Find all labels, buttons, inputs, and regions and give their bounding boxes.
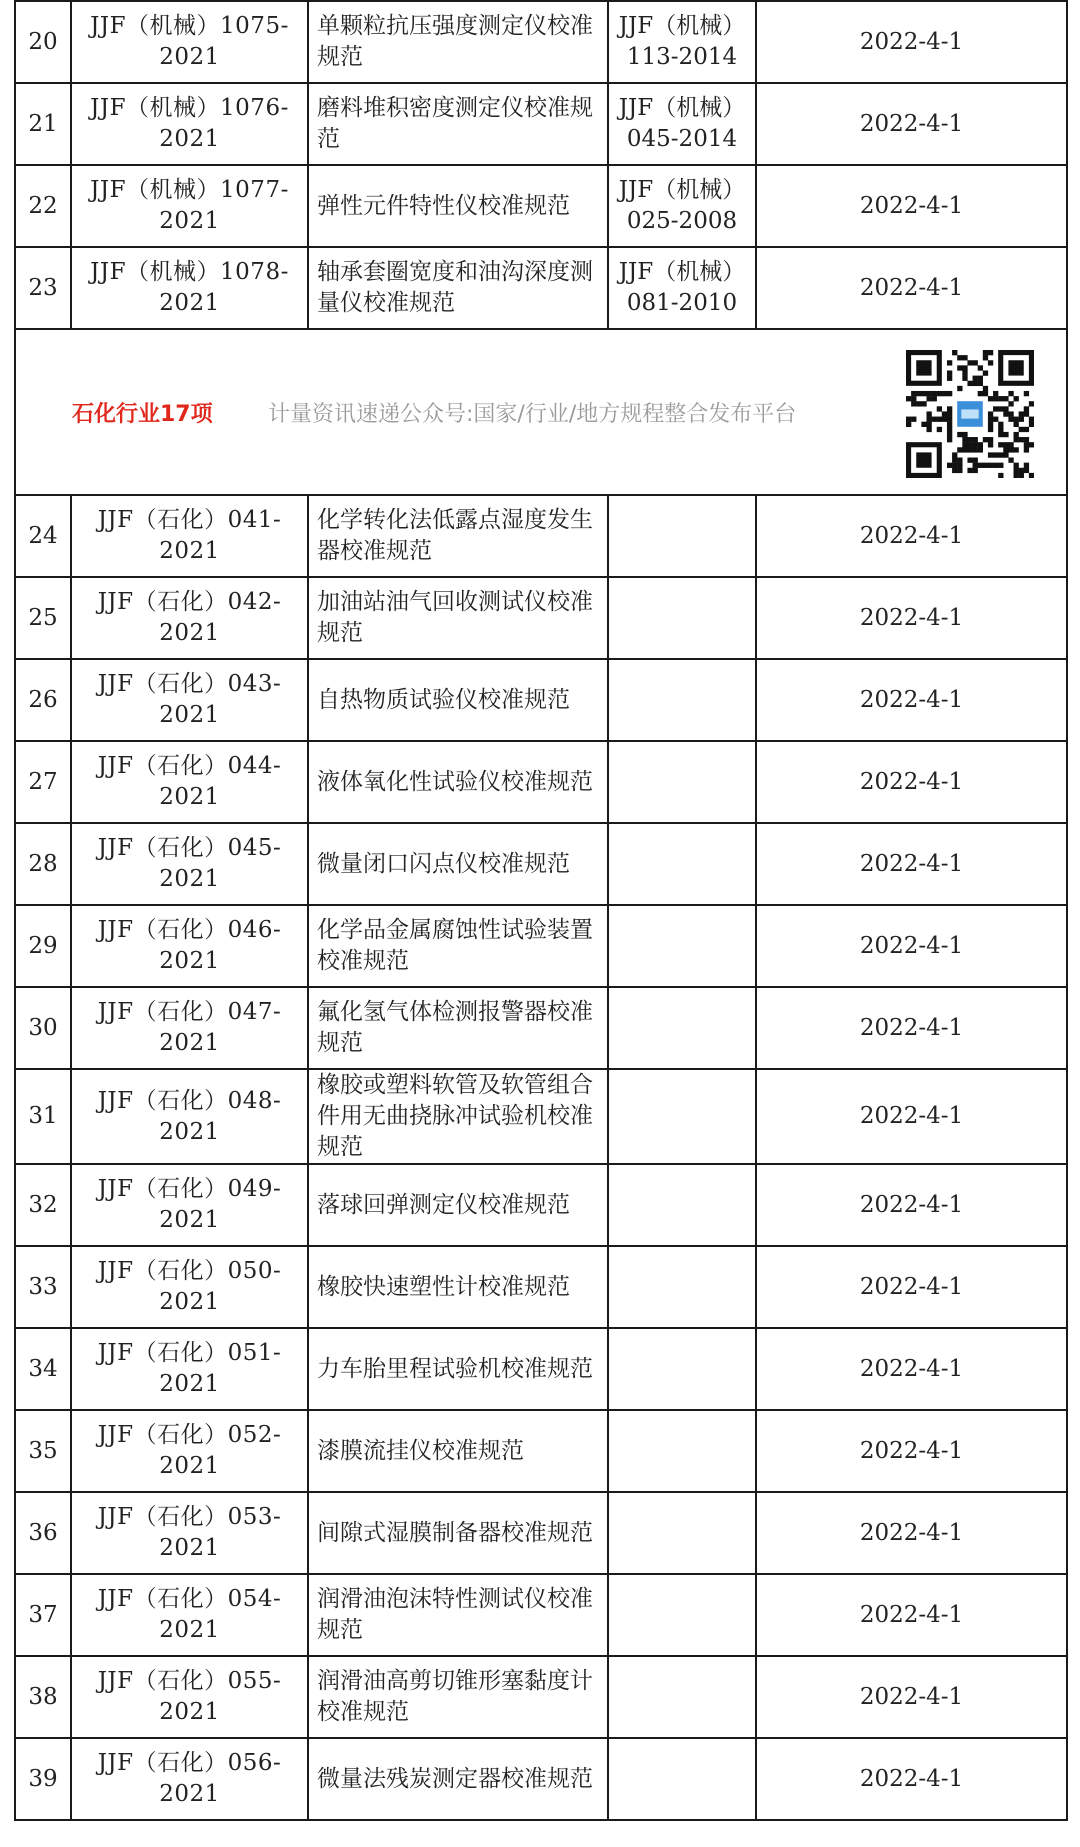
regulation-name: 化学品金属腐蚀性试验装置校准规范 bbox=[308, 905, 608, 987]
replaced-code bbox=[608, 1, 756, 83]
effective-date: 2022-4-1 bbox=[756, 1492, 1067, 1574]
row-number: 33 bbox=[15, 1246, 71, 1328]
table-row bbox=[15, 577, 1067, 659]
regulation-code: JJF（机械）1076-2021 bbox=[71, 83, 308, 165]
regulation-name: 微量闭口闪点仪校准规范 bbox=[308, 823, 608, 905]
replaced-code bbox=[608, 823, 756, 905]
regulation-code: JJF（石化）045-2021 bbox=[71, 823, 308, 905]
section-note: 计量资讯速递公众号:国家/行业/地方规程整合发布平台 bbox=[268, 402, 797, 427]
row-number: 34 bbox=[15, 1328, 71, 1410]
replaced-code bbox=[608, 1738, 756, 1820]
regulation-code: JJF（石化）041-2021 bbox=[71, 495, 308, 577]
section-header-cell bbox=[15, 329, 1067, 495]
effective-date: 2022-4-1 bbox=[756, 1164, 1067, 1246]
effective-date: 2022-4-1 bbox=[756, 495, 1067, 577]
replaced-code bbox=[608, 1574, 756, 1656]
replaced-code bbox=[608, 1328, 756, 1410]
regulation-name: 力车胎里程试验机校准规范 bbox=[308, 1328, 608, 1410]
regulation-name: 液体氧化性试验仪校准规范 bbox=[308, 741, 608, 823]
regulation-code: JJF（石化）056-2021 bbox=[71, 1738, 308, 1820]
regulation-name: 间隙式湿膜制备器校准规范 bbox=[308, 1492, 608, 1574]
regulation-name: 橡胶或塑料软管及软管组合件用无曲挠脉冲试验机校准规范 bbox=[308, 1069, 608, 1164]
effective-date: 2022-4-1 bbox=[756, 659, 1067, 741]
regulation-code: JJF（石化）050-2021 bbox=[71, 1246, 308, 1328]
regulation-code: JJF（石化）044-2021 bbox=[71, 741, 308, 823]
regulation-name: 微量法残炭测定器校准规范 bbox=[308, 1738, 608, 1820]
regulation-code: JJF（石化）046-2021 bbox=[71, 905, 308, 987]
effective-date: 2022-4-1 bbox=[756, 83, 1067, 165]
effective-date: 2022-4-1 bbox=[756, 823, 1067, 905]
effective-date: 2022-4-1 bbox=[756, 741, 1067, 823]
table-row bbox=[15, 1328, 1067, 1410]
regulation-code: JJF（机械）1078-2021 bbox=[71, 247, 308, 329]
replaced-code bbox=[608, 987, 756, 1069]
regulation-code: JJF（石化）047-2021 bbox=[71, 987, 308, 1069]
replaced-code bbox=[608, 1246, 756, 1328]
replaced-code-line: 081-2010 bbox=[626, 290, 738, 316]
table-row bbox=[15, 987, 1067, 1069]
table-row bbox=[15, 165, 1067, 247]
replaced-code-line: 113-2014 bbox=[626, 44, 738, 70]
replaced-code bbox=[608, 905, 756, 987]
row-number: 22 bbox=[15, 165, 71, 247]
replaced-code bbox=[608, 495, 756, 577]
replaced-code bbox=[608, 83, 756, 165]
row-number: 29 bbox=[15, 905, 71, 987]
effective-date: 2022-4-1 bbox=[756, 165, 1067, 247]
regulation-name: 化学转化法低露点湿度发生器校准规范 bbox=[308, 495, 608, 577]
effective-date: 2022-4-1 bbox=[756, 1246, 1067, 1328]
regulation-code: JJF（石化）054-2021 bbox=[71, 1574, 308, 1656]
row-number: 37 bbox=[15, 1574, 71, 1656]
regulation-code: JJF（机械）1075-2021 bbox=[71, 1, 308, 83]
replaced-code bbox=[608, 1069, 756, 1164]
replaced-code bbox=[608, 741, 756, 823]
replaced-code bbox=[608, 577, 756, 659]
effective-date: 2022-4-1 bbox=[756, 1574, 1067, 1656]
table-row bbox=[15, 1492, 1067, 1574]
effective-date: 2022-4-1 bbox=[756, 1738, 1067, 1820]
table-body-bottom bbox=[15, 495, 1067, 1820]
row-number: 20 bbox=[15, 1, 71, 83]
table-body-top bbox=[15, 1, 1067, 329]
table-row bbox=[15, 1, 1067, 83]
regulation-name: 加油站油气回收测试仪校准规范 bbox=[308, 577, 608, 659]
table-row bbox=[15, 741, 1067, 823]
replaced-code-line: JJF（机械） bbox=[618, 13, 746, 39]
table-row bbox=[15, 1738, 1067, 1820]
row-number: 32 bbox=[15, 1164, 71, 1246]
table-row bbox=[15, 1246, 1067, 1328]
regulation-code: JJF（石化）042-2021 bbox=[71, 577, 308, 659]
effective-date: 2022-4-1 bbox=[756, 577, 1067, 659]
row-number: 21 bbox=[15, 83, 71, 165]
regulation-name: 轴承套圈宽度和油沟深度测量仪校准规范 bbox=[308, 247, 608, 329]
regulation-name: 磨料堆积密度测定仪校准规范 bbox=[308, 83, 608, 165]
replaced-code bbox=[608, 1164, 756, 1246]
row-number: 31 bbox=[15, 1069, 71, 1164]
table-row bbox=[15, 1656, 1067, 1738]
regulation-name: 漆膜流挂仪校准规范 bbox=[308, 1410, 608, 1492]
replaced-code bbox=[608, 1492, 756, 1574]
row-number: 26 bbox=[15, 659, 71, 741]
table-row bbox=[15, 83, 1067, 165]
table-row bbox=[15, 823, 1067, 905]
row-number: 38 bbox=[15, 1656, 71, 1738]
regulation-code: JJF（石化）052-2021 bbox=[71, 1410, 308, 1492]
section-title: 石化行业17项 bbox=[72, 402, 213, 427]
regulation-name: 单颗粒抗压强度测定仪校准规范 bbox=[308, 1, 608, 83]
row-number: 24 bbox=[15, 495, 71, 577]
replaced-code bbox=[608, 1410, 756, 1492]
replaced-code bbox=[608, 1656, 756, 1738]
replaced-code-line: JJF（机械） bbox=[618, 95, 746, 121]
replaced-code-line: JJF（机械） bbox=[618, 177, 746, 203]
replaced-code-line: 025-2008 bbox=[626, 208, 738, 234]
regulation-code: JJF（石化）055-2021 bbox=[71, 1656, 308, 1738]
row-number: 30 bbox=[15, 987, 71, 1069]
regulation-name: 弹性元件特性仪校准规范 bbox=[308, 165, 608, 247]
row-number: 23 bbox=[15, 247, 71, 329]
table-row bbox=[15, 659, 1067, 741]
qr-code-icon bbox=[906, 350, 1034, 478]
table-row bbox=[15, 247, 1067, 329]
effective-date: 2022-4-1 bbox=[756, 1328, 1067, 1410]
regulation-name: 橡胶快速塑性计校准规范 bbox=[308, 1246, 608, 1328]
table-row bbox=[15, 1164, 1067, 1246]
table-row bbox=[15, 1574, 1067, 1656]
row-number: 39 bbox=[15, 1738, 71, 1820]
row-number: 27 bbox=[15, 741, 71, 823]
row-number: 28 bbox=[15, 823, 71, 905]
regulation-name: 氟化氢气体检测报警器校准规范 bbox=[308, 987, 608, 1069]
replaced-code-line: 045-2014 bbox=[626, 126, 738, 152]
regulation-name: 润滑油高剪切锥形塞黏度计校准规范 bbox=[308, 1656, 608, 1738]
row-number: 36 bbox=[15, 1492, 71, 1574]
regulation-name: 自热物质试验仪校准规范 bbox=[308, 659, 608, 741]
regulation-name: 落球回弹测定仪校准规范 bbox=[308, 1164, 608, 1246]
effective-date: 2022-4-1 bbox=[756, 247, 1067, 329]
regulation-code: JJF（机械）1077-2021 bbox=[71, 165, 308, 247]
regulation-code: JJF（石化）049-2021 bbox=[71, 1164, 308, 1246]
effective-date: 2022-4-1 bbox=[756, 905, 1067, 987]
regulation-table bbox=[14, 0, 1068, 1821]
replaced-code bbox=[608, 247, 756, 329]
regulation-code: JJF（石化）051-2021 bbox=[71, 1328, 308, 1410]
table-row bbox=[15, 905, 1067, 987]
section-header-body bbox=[15, 329, 1067, 495]
row-number: 35 bbox=[15, 1410, 71, 1492]
effective-date: 2022-4-1 bbox=[756, 1410, 1067, 1492]
table-row bbox=[15, 495, 1067, 577]
effective-date: 2022-4-1 bbox=[756, 987, 1067, 1069]
regulation-code: JJF（石化）053-2021 bbox=[71, 1492, 308, 1574]
table-row bbox=[15, 1410, 1067, 1492]
effective-date: 2022-4-1 bbox=[756, 1, 1067, 83]
row-number: 25 bbox=[15, 577, 71, 659]
replaced-code bbox=[608, 165, 756, 247]
regulation-name: 润滑油泡沫特性测试仪校准规范 bbox=[308, 1574, 608, 1656]
regulation-code: JJF（石化）043-2021 bbox=[71, 659, 308, 741]
section-header-row bbox=[15, 329, 1067, 495]
effective-date: 2022-4-1 bbox=[756, 1656, 1067, 1738]
replaced-code bbox=[608, 659, 756, 741]
effective-date: 2022-4-1 bbox=[756, 1069, 1067, 1164]
regulation-code: JJF（石化）048-2021 bbox=[71, 1069, 308, 1164]
replaced-code-line: JJF（机械） bbox=[618, 259, 746, 285]
table-row bbox=[15, 1069, 1067, 1164]
